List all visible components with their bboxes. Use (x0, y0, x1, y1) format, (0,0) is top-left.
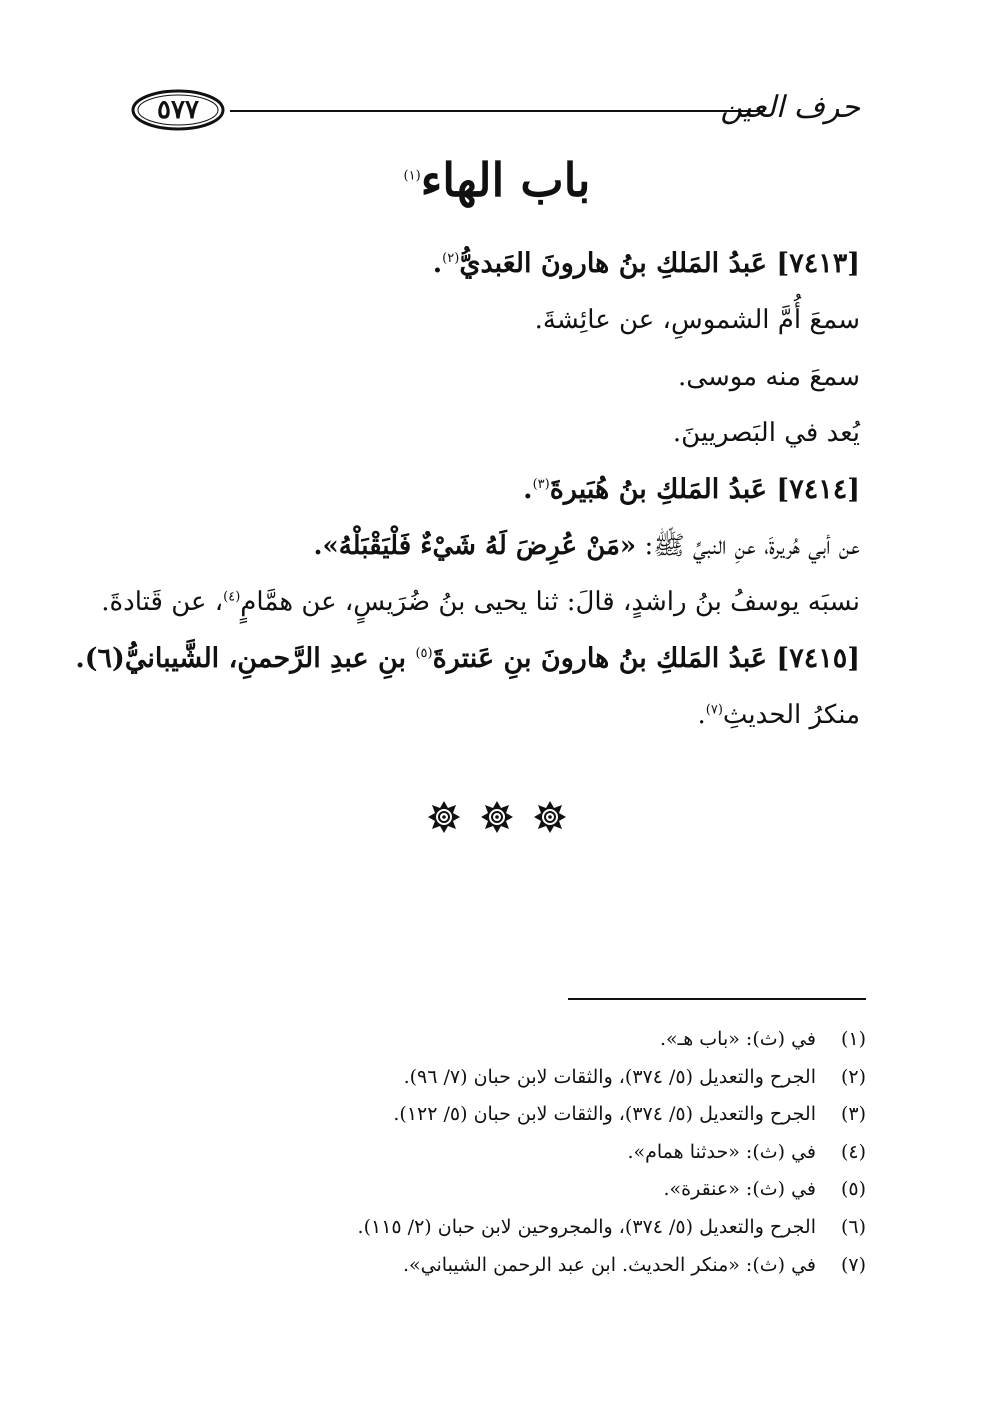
page-number: ٥٧٧ (157, 95, 199, 125)
footnote-number: (٢) (840, 1065, 866, 1088)
star-ornament-icon (427, 800, 461, 838)
chapter-title (0, 148, 994, 212)
footnote-number: (٤) (840, 1140, 866, 1163)
line-text: [٧٤١٣] عَبدُ المَلكِ بنُ هارونَ العَبديُّ (459, 248, 860, 279)
footnote (146, 1095, 866, 1133)
footnote-ref: (٣) (532, 476, 550, 492)
text-line (130, 405, 860, 461)
line-tail: . (523, 473, 533, 505)
footnote-number: (٦) (840, 1215, 866, 1238)
hadith-quote: «مَنْ عُرِضَ لَهُ شَيْءٌ فَلْيَقْبَلْهُ». (313, 530, 637, 561)
header-rule (230, 110, 765, 112)
footnote-ref: (٤) (223, 589, 241, 605)
footnote-ref: (٢) (442, 251, 460, 266)
footnote (146, 1020, 866, 1058)
line-text: [٧٤١٤] عَبدُ المَلكِ بنُ هُبَيرةَ (549, 473, 860, 505)
footnote-text: في (ث): «منكر الحديث. ابن عبد الرحمن الشيباني». (403, 1253, 816, 1276)
line-text: [٧٤١٥] عَبدُ المَلكِ بنُ هارونَ بنِ عَنترةَ (432, 642, 860, 674)
footnote-ref: (٧) (705, 702, 723, 718)
footnote-text: الجرح والتعديل (٥/ ٣٧٤)، والثقات لابن حبان (٥/ ١٢٢). (393, 1103, 816, 1126)
footnote (146, 1246, 866, 1284)
footnote (146, 1170, 866, 1208)
footnote-text: في (ث): «باب هـ». (660, 1028, 816, 1050)
running-head: حرف العين (720, 90, 860, 125)
line-tail: ، عن قَتادةَ. (101, 587, 224, 618)
footnote-number: (٥) (840, 1178, 866, 1201)
text-line (130, 292, 860, 348)
section-divider (0, 800, 994, 838)
line-tail: . (697, 700, 706, 731)
footnote-text: الجرح والتعديل (٥/ ٣٧٤)، والثقات لابن حبان (٧/ ٩٦). (403, 1065, 816, 1088)
entry-heading (130, 236, 860, 292)
footnote-number: (٣) (840, 1103, 866, 1126)
footnote-rule (568, 998, 866, 1000)
line-text: عن أبي هُريرةَ، عنِ النبيِّ ﷺ: (636, 530, 860, 561)
footnote-text: في (ث): «حدثنا همام». (627, 1140, 816, 1163)
chapter-title-text: باب الهاء (420, 153, 591, 207)
footnote (146, 1208, 866, 1246)
footnotes (146, 1020, 866, 1283)
text-line (101, 574, 860, 630)
footnote (146, 1133, 866, 1171)
line-tail: . (432, 248, 443, 279)
star-ornament-icon (533, 800, 567, 838)
footnote (146, 1058, 866, 1096)
page-header (130, 88, 860, 134)
footnote-text: في (ث): «عنقرة». (663, 1178, 816, 1201)
line-text: منكرُ الحديثِ (722, 700, 860, 731)
text-line (130, 349, 860, 405)
main-text (75, 236, 860, 744)
line-tail: بنِ عبدِ الرَّحمنِ، الشَّيبانيُّ(٦). (75, 642, 416, 674)
text-line (130, 687, 860, 743)
line-text: يُعد في البَصريينَ. (672, 418, 860, 449)
hadith-line (130, 518, 860, 574)
footnote-number: (١) (840, 1028, 866, 1050)
footnote-text: الجرح والتعديل (٥/ ٣٧٤)، والمجروحين لابن حبان (٢/ ١١٥). (357, 1215, 816, 1238)
entry-heading (75, 631, 860, 687)
footnote-ref: (٥) (415, 645, 433, 661)
line-text: سمعَ منه موسى. (678, 361, 860, 392)
star-ornament-icon (480, 800, 514, 838)
footnote-ref: (١) (403, 168, 421, 184)
footnote-number: (٧) (840, 1253, 866, 1276)
entry-heading (130, 462, 860, 518)
page-number-badge (130, 88, 226, 132)
line-text: نسبَه يوسفُ بنُ راشدٍ، قالَ: ثنا يحيى بنُ ضُرَيسٍ، عن همَّامٍ (240, 587, 860, 618)
line-text: سمعَ أُمَّ الشموسِ، عن عائِشةَ. (534, 305, 860, 336)
